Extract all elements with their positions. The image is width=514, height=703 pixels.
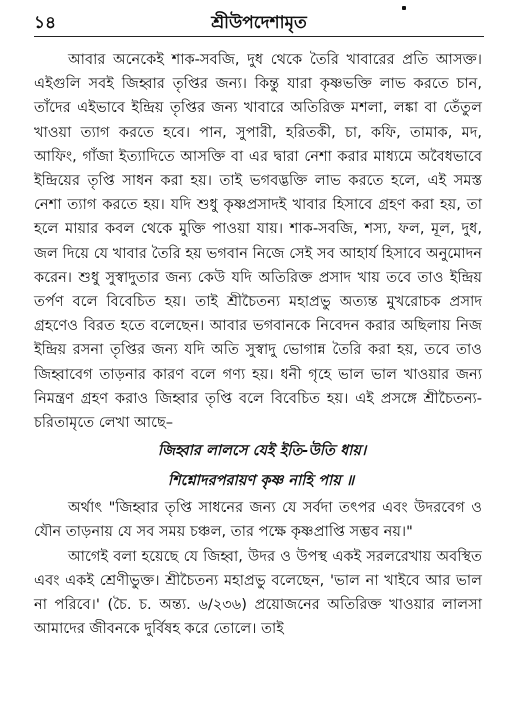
paragraph-2: অর্থাৎ "জিহ্বার তৃপ্তি সাধনের জন্য যে সর্বদা তৎপর এবং উদরবেগ ও যৌন তাড়নায় যে সব সময় চঞ্চল, তার পক্ষে কৃষ্ণপ্রাপ্তি সম্ভব নয়।"	[34, 499, 482, 541]
verse-line-2: শিশ্নোদরপরায়ণ কৃষ্ণ নাহি পায় ॥	[167, 472, 355, 490]
header-rule	[34, 36, 484, 37]
body-text	[34, 48, 482, 641]
running-title: শ্রীউপদেশামৃত	[211, 13, 307, 33]
paragraph-3: আগেই বলা হয়েছে যে জিহ্বা, উদর ও উপস্থ একই সরলরেখায় অবস্থিত এবং একই শ্রেণীভুক্ত। শ্রীচৈতন্য মহাপ্রভু বলেছেন, 'ভাল না খাইবে আর ভাল না পরিবে।' (চৈ. চ. অন্ত্য. ৬/২৩৬) প্রয়োজনের অতিরিক্ত খাওয়ার লালসা আমাদের জীবনকে দুর্বিষহ করে তোলে। তাই	[34, 547, 482, 638]
page-number: ১৪	[34, 13, 57, 33]
page-header	[34, 6, 484, 36]
print-speck	[402, 6, 406, 10]
paragraph-1: আবার অনেকেই শাক-সবজি, দুধ থেকে তৈরি খাবারের প্রতি আসক্ত। এইগুলি সবই জিহ্বার তৃপ্তির জন্য। কিন্তু যারা কৃষ্ণভক্তি লাভ করতে চান, তাঁদের এইভাবে ইন্দ্রিয় তৃপ্তির জন্য খাবারে অতিরিক্ত মশলা, লঙ্কা বা তেঁতুল খাওয়া ত্যাগ করতে হবে। পান, সুপারী, হরিতকী, চা, কফি, তামাক, মদ, আফিং, গাঁজা ইত্যাদিতে আসক্তি বা এর দ্বারা নেশা করার মাধ্যমে অবৈধভাবে ইন্দ্রিয়ের তৃপ্তি সাধন করা হয়। তাই ভগবদ্ভক্তি লাভ করতে হলে, এই সমস্ত নেশা ত্যাগ করতে হয়। যদি শুধু কৃষ্ণপ্রসাদই খাবার হিসাবে গ্রহণ করা হয়, তা হলে মায়ার কবল থেকে মুক্তি পাওয়া যায়। শাক-সবজি, শস্য, ফল, মূল, দুধ, জল দিয়ে যে খাবার তৈরি হয় ভগবান নিজে সেই সব আহার্য হিসাবে অনুমোদন করেন। শুধু সুস্বাদুতার জন্য কেউ যদি অতিরিক্ত প্রসাদ খায় তবে তাও ইন্দ্রিয় তর্পণ বলে বিবেচিত হয়। তাই শ্রীচৈতন্য মহাপ্রভু অত্যন্ত মুখরোচক প্রসাদ গ্রহণেও বিরত হতে বলেছেন। আবার ভগবানকে নিবেদন করার অছিলায় নিজ ইন্দ্রিয় রসনা তৃপ্তির জন্য যদি অতি সুস্বাদু ভোগান্ন তৈরি করা হয়, তবে তাও জিহ্বাবেগ তাড়নার কারণ বলে গণ্য হয়। ধনী গৃহে ভাল ভাল খাওয়ার জন্য নিমন্ত্রণ গ্রহণ করাও জিহ্বার তৃপ্তি বলে বিবেচিত হয়। এই প্রসঙ্গে শ্রীচৈতন্য-চরিতামৃতে লেখা আছে–	[34, 51, 482, 432]
verse-line-1: জিহ্বার লালসে যেই ইতি-উতি ধায়।	[157, 442, 367, 460]
